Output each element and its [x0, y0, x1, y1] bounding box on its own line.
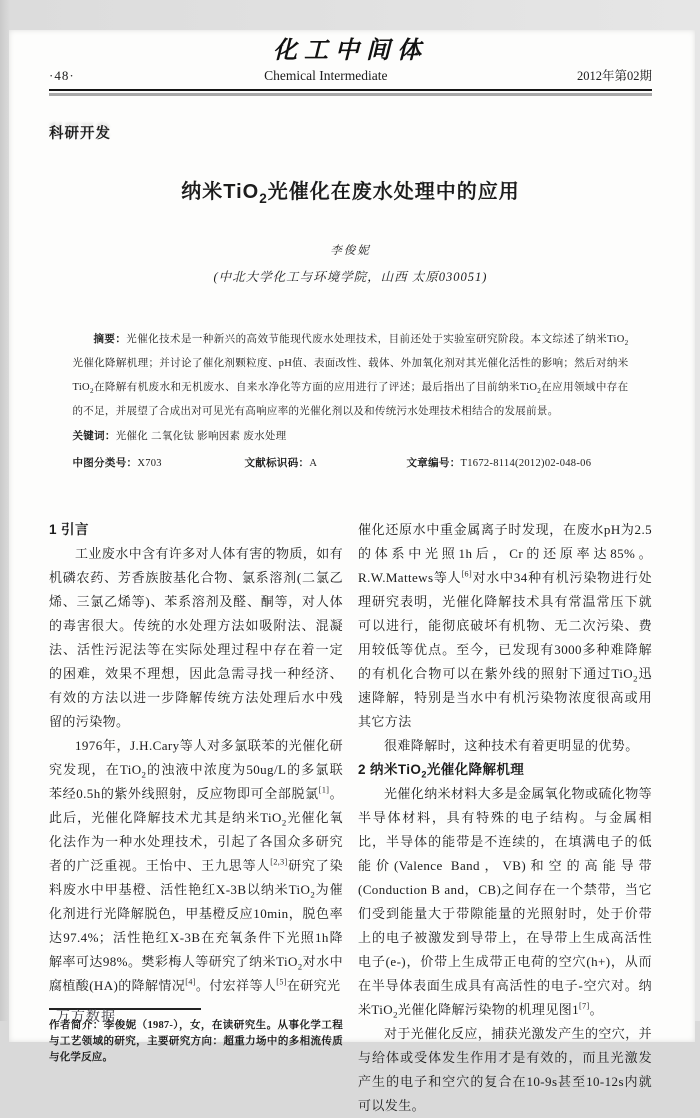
author-name: 李俊妮 — [330, 245, 371, 257]
front-matter — [73, 327, 629, 476]
section-heading-2: 2 纳米TiO$_2$光催化降解机理 — [358, 762, 525, 780]
keywords-line — [73, 424, 629, 449]
header-rule-gray — [49, 93, 652, 96]
clc-value: X703 — [137, 458, 162, 469]
wanfang-watermark: 万方数据 — [56, 1008, 116, 1024]
article-title: 纳米TiO$_2$光催化在废水处理中的应用 — [181, 181, 520, 206]
section-label: 科研开发 — [49, 126, 111, 142]
paragraph: 很难降解时，这种技术有着更明显的优势。 — [384, 738, 639, 753]
affiliation: (中北大学化工与环境学院，山西 太原030051) — [213, 270, 488, 284]
section-heading-1: 1 引言 — [49, 522, 89, 537]
header-rule-dark — [49, 89, 652, 91]
article-id-value: T1672-8114(2012)02-048-06 — [460, 458, 592, 469]
abstract-text: 光催化技术是一种新兴的高效节能现代废水处理技术，目前还处于实验室研究阶段。本文综述了纳米TiO$_2$光催化降解机理；并讨论了催化剂颗粒度、pH值、表面改性、载体、外加氧化剂对其光催化活性的影响；然后对纳米TiO$_2$在降解有机废水和无机废水、自来水净化等方面的应用进行了评述；最后指出了目前纳米TiO$_2$在应用领域中存在的不足，并展望了合成出对可见光有高响应率的光催化剂以及和传统污水处理技术相结合的发展前景。 — [72, 334, 629, 417]
keywords-text: 光催化 二氧化钛 影响因素 废水处理 — [115, 431, 287, 442]
clc-label: 中图分类号： — [72, 457, 138, 469]
meta-row — [73, 451, 629, 476]
body-columns — [49, 518, 652, 1118]
column-right — [358, 518, 652, 1118]
article-id-item — [407, 451, 592, 476]
issue-label: 2012年第02期 — [576, 69, 652, 83]
column-left — [49, 518, 343, 1118]
doc-code-label: 文献标识码： — [244, 457, 310, 469]
doc-code-item — [245, 451, 407, 476]
abstract-label: 摘要： — [93, 333, 127, 345]
journal-title-en: Chemical Intermediate — [264, 68, 388, 83]
paragraph: 催化还原水中重金属离子时发现，在废水pH为2.5的体系中光照1h后，Cr的还原率达85%。R.W.Mattews等人[6]对水中34种有机污染物进行处理研究表明，光催化降解技术具有常温常压下就可以进行，能彻底破坏有机物、无二次污染、费用较低等优点。至今，已发现有3000多种难降解的有机化合物可以在紫外线的照射下通过TiO$_2$迅速降解，特别是当水中有机污染物浓度很高或用其它方法 — [358, 522, 652, 729]
author-bio-footnote: 作者简介：李俊妮（1987-），女，在读研究生。从事化学工程与工艺领域的研究，主要研究方向：超重力场中的多相流传质与化学反应。 — [49, 1020, 343, 1063]
header-row — [49, 67, 652, 85]
paragraph: 工业废水中含有许多对人体有害的物质，如有机磷农药、芳香族胺基化合物、氯系溶剂(二氯乙烯、三氯乙烯等)、苯系溶剂及醛、酮等，对人体的毒害很大。传统的水处理方法如吸附法、混凝法、活性污泥法等在实际处理过程中存在着一定的困难，效果不理想，因此急需寻找一种经济、有效的方法以进一步降解传统方法处理后水中残留的污染物。 — [49, 546, 344, 729]
article-id-label: 文章编号： — [406, 457, 461, 469]
page-number: ·48· — [49, 68, 75, 83]
keywords-label: 关键词： — [72, 430, 116, 442]
abstract-paragraph — [73, 327, 629, 424]
doc-code-value: A — [309, 458, 318, 469]
document-page — [9, 30, 695, 1113]
paragraph: 光催化纳米材料大多是金属氧化物或硫化物等半导体材料，具有特殊的电子结构。与金属相比，半导体的能带是不连续的，在填满电子的低能价(Valence Band，VB)和空的高能导带(Conduction B and，CB)之间存在一个禁带，当它们受到能量大于带隙能量的光照射时，处于价带上的电子被激发到导带上，在导带上生成高活性电子(e-)，价带上生成带正电荷的空穴(h+)，从而在半导体表面生成具有高活性的电子-空穴对。纳米TiO$_2$光催化降解污染物的机理见图1[7]。 — [358, 786, 653, 1020]
paragraph: 对于光催化反应，捕获光激发产生的空穴，并与给体或受体发生作用才是有效的，而且光激发产生的电子和空穴的复合在10-9s甚至10-12s内就可以发生。 — [358, 1026, 653, 1113]
clc-item — [73, 451, 245, 476]
paragraph: 1976年，J.H.Cary等人对多氯联苯的光催化研究发现，在TiO$_2$的浊液中浓度为50ug/L的多氯联苯经0.5h的紫外线照射，反应物即可全部脱氯[1]。此后，光催化降解技术尤其是纳米TiO$_2$光催化氧化法作为一种水处理技术，引起了各国众多研究者的广泛重视。王怡中、王九思等人[2,3]研究了染料废水中甲基橙、活性艳红X-3B以纳米TiO$_2$为催化剂进行光降解脱色，甲基橙反应10min，脱色率达97.4%；活性艳红X-3B在充氧条件下光照1h降解率可达98%。樊彩梅人等研究了纳米TiO$_2$对水中腐植酸(HA)的降解情况[4]。付宏祥等人[5]在研究光 — [49, 738, 343, 993]
journal-title-cn: 化工中间体 — [273, 38, 428, 64]
